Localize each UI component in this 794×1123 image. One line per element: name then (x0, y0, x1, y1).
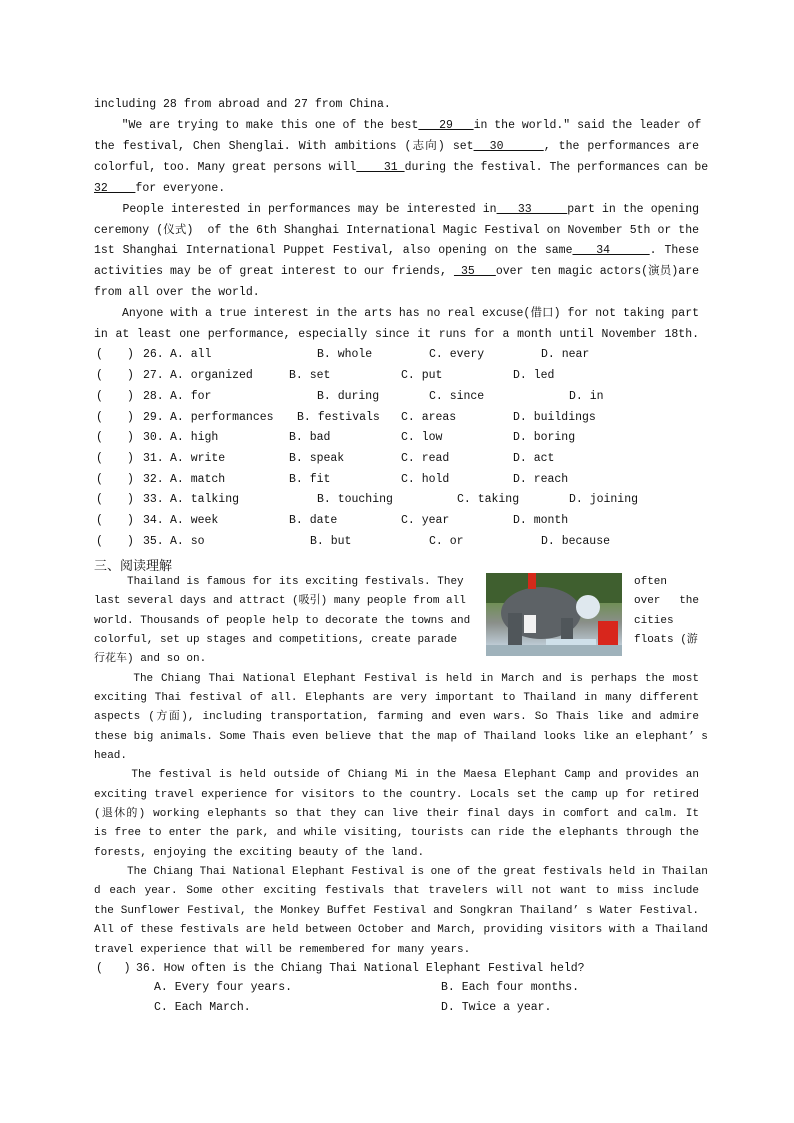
passage-line (94, 943, 699, 957)
answer-paren-open[interactable]: ( (96, 369, 103, 382)
text-run: forests, enjoying the exciting beauty of the land. (94, 847, 425, 859)
answer-paren-close: ) (127, 390, 134, 403)
text-run: from all over the world. (94, 286, 260, 299)
text-run: ceremony (仪式) of the 6th Shanghai International Magic Festival on November 5th or the (94, 224, 699, 237)
question-number: 31. (143, 452, 164, 465)
question-number: 27. (143, 369, 164, 382)
option-b[interactable]: B. bad (289, 431, 331, 444)
option-c[interactable]: C. year (401, 514, 450, 527)
option-b[interactable]: B. but (310, 535, 352, 548)
passage-line (94, 826, 699, 840)
answer-paren-open[interactable]: ( (96, 348, 103, 361)
passage-line (94, 265, 699, 279)
option-d[interactable]: D. joining (569, 493, 639, 506)
text-run: is free to enter the park, and while visiting, tourists can ride the elephants through the (94, 827, 699, 839)
text-run: Anyone with a true interest in the arts has no real excuse(借口) for not taking part (94, 307, 699, 320)
option-c[interactable]: C. since (429, 390, 485, 403)
text-run: travel experience that will be remembered for many years. (94, 944, 471, 956)
answer-paren-open[interactable]: ( (96, 390, 103, 403)
answer-paren-close: ) (127, 493, 134, 506)
answer-blank-36[interactable]: ( ) (96, 962, 131, 975)
option-d[interactable]: D. month (513, 514, 569, 527)
option-d[interactable]: D. near (541, 348, 590, 361)
answer-paren-open[interactable]: ( (96, 411, 103, 424)
text-run: head. (94, 750, 128, 762)
option-a[interactable]: A. write (170, 452, 226, 465)
option-a[interactable]: A. Every four years. (154, 981, 293, 994)
text-run: The Chiang Thai National Elephant Festival is held in March and is perhaps the most (94, 673, 699, 685)
option-c[interactable]: C. areas (401, 411, 457, 424)
option-b[interactable]: B. touching (317, 493, 393, 506)
question-number: 32. (143, 473, 164, 486)
passage-line (94, 730, 708, 744)
option-c[interactable]: C. every (429, 348, 485, 361)
text-run: People interested in performances may be interested in (94, 203, 497, 216)
passage-line (94, 307, 699, 321)
option-b[interactable]: B. festivals (297, 411, 380, 424)
passage-line (94, 594, 474, 608)
option-b[interactable]: B. Each four months. (441, 981, 580, 994)
text-run: The Chiang Thai National Elephant Festival is one of the great festivals held in Thailan (94, 866, 708, 878)
text-run: aspects (方面), including transportation, farming and even wars. So Thais like and admire (94, 711, 699, 723)
question-number: 34. (143, 514, 164, 527)
elephant-festival-photo (486, 573, 622, 656)
option-a[interactable]: A. talking (170, 493, 240, 506)
passage-line (94, 182, 699, 196)
option-b[interactable]: B. set (289, 369, 331, 382)
option-d[interactable]: D. led (513, 369, 555, 382)
answer-paren-open[interactable]: ( (96, 514, 103, 527)
question-number: 35. (143, 535, 164, 548)
answer-paren-close: ) (127, 514, 134, 527)
passage-line (94, 846, 699, 860)
option-d[interactable]: D. act (513, 452, 555, 465)
answer-paren-open[interactable]: ( (96, 473, 103, 486)
option-a[interactable]: A. match (170, 473, 226, 486)
passage-line (94, 633, 474, 647)
answer-paren-open[interactable]: ( (96, 535, 103, 548)
option-c[interactable]: C. hold (401, 473, 450, 486)
text-run: ″We are trying to make this one of the best (94, 119, 419, 132)
option-b[interactable]: B. date (289, 514, 338, 527)
answer-paren-close: ) (127, 535, 134, 548)
answer-paren-close: ) (127, 348, 134, 361)
passage-line (94, 710, 699, 724)
passage-line (94, 161, 709, 175)
passage-line (94, 923, 708, 937)
passage-line (94, 672, 699, 686)
blank[interactable]: 34 (572, 244, 650, 257)
answer-paren-close: ) (127, 411, 134, 424)
option-d[interactable]: D. boring (513, 431, 576, 444)
option-d[interactable]: D. because (541, 535, 611, 548)
option-b[interactable]: B. fit (289, 473, 331, 486)
blank[interactable]: 33 (496, 203, 568, 216)
passage-line (94, 691, 699, 705)
passage-line (94, 614, 474, 628)
text-run: in at least one performance, especially since it runs for a month until November 18th. (94, 328, 699, 341)
option-b[interactable]: B. speak (289, 452, 345, 465)
option-b[interactable]: B. whole (317, 348, 373, 361)
passage-line (94, 904, 699, 918)
option-a[interactable]: A. high (170, 431, 219, 444)
answer-paren-open[interactable]: ( (96, 452, 103, 465)
text-run: including 28 from abroad and 27 from China. (94, 98, 391, 111)
text-run: 行花车) and so on. (94, 653, 207, 665)
passage-line (94, 749, 699, 763)
passage-line (94, 328, 699, 342)
question-number: 29. (143, 411, 164, 424)
text-run: part in the opening (567, 203, 699, 216)
option-c[interactable]: C. low (401, 431, 443, 444)
text-run: All of these festivals are held between October and March, providing visitors with a Thailand (94, 924, 708, 936)
text-run: activities may be of great interest to our friends, (94, 265, 454, 278)
option-b[interactable]: B. during (317, 390, 380, 403)
passage-line (94, 865, 708, 879)
passage-line (94, 140, 699, 154)
answer-paren-close: ) (127, 369, 134, 382)
text-run: in the world.″ said the leader of (473, 119, 702, 132)
text-run: exciting travel experience for visitors to the country. Locals set the camp up for retired (94, 789, 699, 801)
text-run: the festival, Chen Shenglai. With ambitions (志向) set (94, 140, 474, 153)
question-number: 30. (143, 431, 164, 444)
passage-line (94, 119, 702, 133)
text-run: 1st Shanghai International Puppet Festival, also opening on the same (94, 244, 573, 257)
side-word: cities (634, 615, 674, 627)
option-a[interactable]: A. week (170, 514, 219, 527)
side-word: over the (634, 595, 699, 607)
option-c[interactable]: C. taking (457, 493, 520, 506)
answer-paren-close: ) (127, 452, 134, 465)
text-run: last several days and attract (吸引) many people from all (94, 595, 466, 607)
side-word: floats (游 (634, 634, 698, 646)
question-stem: 36. How often is the Chiang Thai National Elephant Festival held? (136, 962, 585, 975)
passage-line (94, 768, 699, 782)
text-run: for everyone. (135, 182, 226, 195)
passage-line (94, 224, 699, 238)
option-c[interactable]: C. Each March. (154, 1001, 251, 1014)
answer-paren-close: ) (127, 431, 134, 444)
text-run: these big animals. Some Thais even believe that the map of Thailand looks like an elephant’ s (94, 731, 708, 743)
passage-line (94, 575, 474, 589)
text-run: during the festival. The performances can be (404, 161, 709, 174)
text-run: colorful, set up stages and competitions, create parade (94, 634, 458, 646)
blank[interactable]: 35 (453, 265, 496, 278)
passage-line (94, 884, 699, 898)
option-d[interactable]: D. reach (513, 473, 569, 486)
option-d[interactable]: D. in (569, 390, 604, 403)
answer-paren-open[interactable]: ( (96, 493, 103, 506)
answer-paren-close: ) (127, 473, 134, 486)
section-header-reading: 三、阅读理解 (94, 559, 173, 574)
blank[interactable]: 30 (473, 140, 544, 153)
option-a[interactable]: A. so (170, 535, 205, 548)
text-run: over ten magic actors(演员)are (495, 265, 699, 278)
text-run: exciting Thai festival of all. Elephants are very important to Thailand in many different (94, 692, 699, 704)
option-a[interactable]: A. performances (170, 411, 274, 424)
text-run: world. Thousands of people help to decorate the towns and (94, 615, 471, 627)
blank[interactable]: 31 (356, 161, 405, 174)
text-run: the Sunflower Festival, the Monkey Buffet Festival and Songkran Thailand’ s Water Festival. (94, 905, 699, 917)
option-d[interactable]: D. Twice a year. (441, 1001, 552, 1014)
passage-line (94, 244, 699, 258)
blank[interactable]: 32 (94, 182, 136, 195)
side-word: often (634, 576, 668, 588)
passage-line (94, 203, 699, 217)
question-number: 28. (143, 390, 164, 403)
text-run: , the performances are (543, 140, 699, 153)
blank[interactable]: 29 (418, 119, 474, 132)
text-run: (退休的) working elephants so that they can live their final days in comfort and calm. It (94, 808, 699, 820)
passage-line (94, 98, 699, 112)
option-d[interactable]: D. buildings (513, 411, 596, 424)
passage-line (94, 286, 699, 300)
passage-line (94, 807, 699, 821)
passage-line (94, 788, 699, 802)
text-run: Thailand is famous for its exciting festivals. They (94, 576, 464, 588)
text-run: d each year. Some other exciting festivals that travelers will not want to miss include (94, 885, 699, 897)
option-c[interactable]: C. or (429, 535, 464, 548)
option-c[interactable]: C. read (401, 452, 450, 465)
option-c[interactable]: C. put (401, 369, 443, 382)
option-a[interactable]: A. for (170, 390, 212, 403)
question-number: 33. (143, 493, 164, 506)
text-run: . These (649, 244, 700, 257)
option-a[interactable]: A. all (170, 348, 212, 361)
question-number: 26. (143, 348, 164, 361)
text-run: colorful, too. Many great persons will (94, 161, 357, 174)
text-run: The festival is held outside of Chiang Mi in the Maesa Elephant Camp and provides an (94, 769, 699, 781)
option-a[interactable]: A. organized (170, 369, 253, 382)
answer-paren-open[interactable]: ( (96, 431, 103, 444)
